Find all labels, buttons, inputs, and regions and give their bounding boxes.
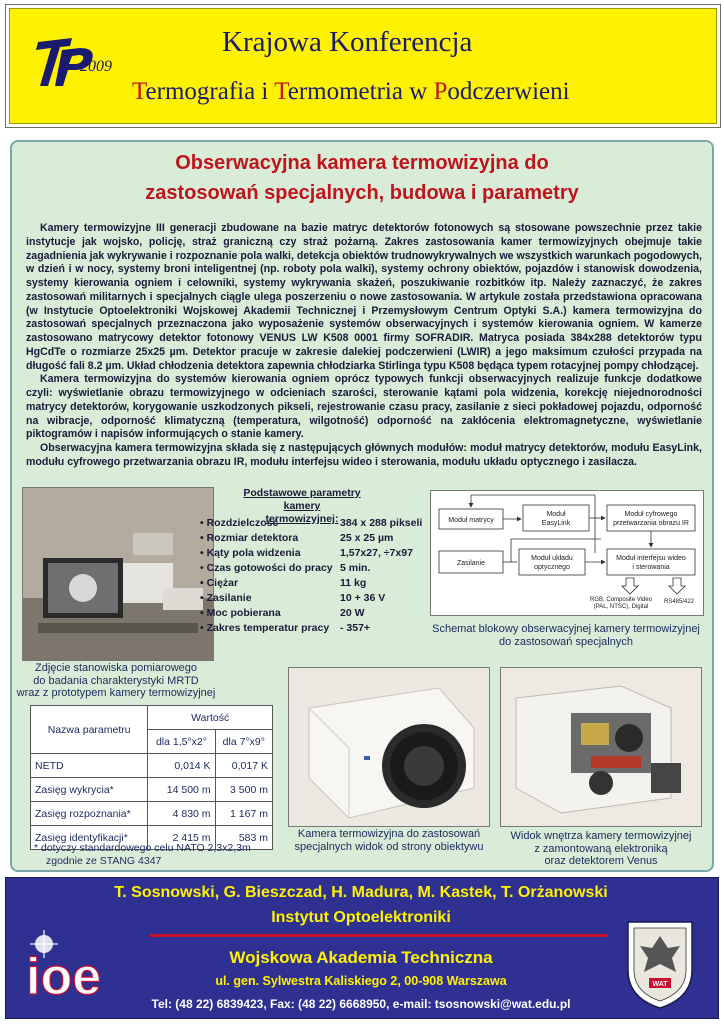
logo-year: 2009 — [80, 58, 112, 75]
diagram-label-optics-1: Moduł układu — [531, 555, 573, 562]
authors: T. Sosnowski, G. Bieszczad, H. Madura, M. Kastek, T. Orżanowski — [114, 884, 608, 901]
diagram-label-interface-1: Moduł interfejsu wideo — [616, 555, 686, 562]
abstract-paragraph-3: Obserwacyjna kamera termowizyjna składa się z następujących głównych modułów: moduł matrycy detektorów, modułu EasyLink, modułu cyfrowego przetwarzania obrazu IR, modułu interfejsu wideo i sterowania, modułu układu optycznego i zasilacza. — [26, 442, 702, 468]
diagram-caption-line-2: do zastosowań specjalnych — [499, 636, 633, 648]
subtitle-part-2: ermometria w — [287, 78, 434, 105]
param-label: • Zakres temperatur pracy — [200, 622, 330, 634]
photo3-caption-line-2: z zamontowaną elektroniką — [534, 842, 668, 855]
table-cell-v2: 3 500 m — [215, 778, 272, 802]
param-row — [200, 562, 430, 576]
conference-title: Krajowa Konferencja — [222, 26, 473, 58]
conference-subtitle — [132, 78, 570, 106]
param-value: - 357+ — [340, 622, 371, 634]
photo2-caption-line-2: specjalnych widok od strony obiektywu — [294, 840, 484, 853]
block-diagram — [430, 490, 704, 616]
ioe-logo-text: ioe — [26, 948, 102, 1006]
param-row — [200, 532, 430, 546]
parameters-title-line-2: termowizyjnej: — [265, 513, 339, 525]
diagram-box-processing — [607, 505, 695, 531]
param-value: 10 + 36 V — [340, 592, 386, 604]
table-header-col2: dla 7°x9° — [215, 730, 272, 754]
ioe-logo — [18, 922, 138, 1007]
param-label: • Rozmiar detektora — [200, 532, 299, 544]
table-row — [31, 802, 273, 826]
table-cell-v1: 2 415 m — [148, 826, 215, 850]
param-row — [200, 547, 430, 561]
param-label: • Czas gotowości do pracy — [200, 562, 333, 574]
title-line-1: Obserwacyjna kamera termowizyjna do — [175, 152, 549, 174]
subtitle-part-1: ermografia i — [145, 78, 275, 105]
param-row — [200, 592, 430, 606]
footer-divider — [150, 934, 608, 937]
photo2-caption — [286, 828, 492, 853]
table-row — [31, 778, 273, 802]
diagram-label-easylink-2: EasyLink — [541, 520, 571, 527]
param-label: • Moc pobierana — [200, 607, 281, 619]
university-name: Wojskowa Akademia Techniczna — [229, 948, 493, 967]
diagram-label-matrix: Moduł matrycy — [448, 517, 494, 524]
title-line-2: zastosowań specjalnych, budowa i parametry — [145, 182, 579, 204]
subtitle-cap-t2: T — [274, 78, 288, 105]
abstract-paragraph-2: Kamera termowizyjna do systemów kierowania ogniem oprócz typowych funkcji obserwacyjnych realizuje funkcje dodatkowe czyli: wyświetlanie obrazu termowizyjnego w odcieniach szarości, sterowanie kątami pola widzenia, korekcję niejednorodności matrycy detektorów, korygowanie uszkodzonych pikseli, rejestrowanie czasu pracy, zasilanie z sieci pokładowej pojazdu, odporność na wibracje, odporność klimatyczną (temperatura, wilgotność) odporność na zakłócenia elektromagnetyczne, wyświetlanie piktogramów i napisów informujących o stanie kamery. — [26, 373, 702, 441]
table-cell-v1: 14 500 m — [148, 778, 215, 802]
diagram-label-processing-1: Moduł cyfrowego — [624, 511, 678, 518]
table-cell-v1: 0,014 K — [148, 754, 215, 778]
diagram-label-processing-2: przetwarzania obrazu IR — [613, 520, 689, 527]
subtitle-cap-t1: T — [132, 78, 146, 105]
param-value: 5 min. — [340, 562, 371, 574]
diagram-label-interface-2: i sterowania — [632, 564, 670, 571]
table-footnote — [34, 842, 274, 867]
photo2-caption-line-1: Kamera termowizyjna do zastosowań — [297, 828, 481, 840]
table-cell-v1: 4 830 m — [148, 802, 215, 826]
param-row — [200, 607, 430, 621]
poster-title — [20, 148, 704, 208]
table-header-value: Wartość — [148, 706, 273, 730]
contact-info: Tel: (48 22) 6839423, Fax: (48 22) 6668950, e-mail: tsosnowski@wat.edu.pl — [151, 997, 571, 1011]
wat-logo-text: WAT — [652, 981, 668, 988]
diagram-box-interface — [607, 549, 695, 575]
photo1-caption-line-2: do badania charakterystyki MRTD — [33, 674, 199, 687]
address: ul. gen. Sylwestra Kaliskiego 2, 00-908 Warszawa — [215, 974, 507, 988]
parameters-title-line-1: Podstawowe parametry kamery — [243, 487, 361, 512]
param-label: • Ciężar — [200, 577, 239, 589]
diagram-box-easylink — [523, 505, 589, 531]
photo3-caption — [498, 830, 704, 868]
param-label: • Rozdzielczość — [200, 517, 279, 529]
subtitle-part-3: odczerwieni — [447, 78, 570, 105]
table-cell-v2: 583 m — [215, 826, 272, 850]
abstract-text — [26, 222, 702, 470]
photo3-caption-line-1: Widok wnętrza kamery termowizyjnej — [510, 830, 692, 842]
table-footnote-line-2: zgodnie ze STANG 4347 — [46, 854, 162, 867]
diagram-caption-line-1: Schemat blokowy obserwacyjnej kamery termowizyjnej — [432, 623, 700, 635]
institute-name: Instytut Optoelektroniki — [271, 909, 451, 926]
table-header-col1: dla 1,5°x2° — [148, 730, 215, 754]
camera-front-photo — [288, 667, 490, 827]
camera-interior-photo — [500, 667, 702, 827]
param-value: 20 W — [340, 607, 365, 619]
diagram-box-optics — [519, 549, 585, 575]
photo1-caption-line-3: wraz z prototypem kamery termowizyjnej — [16, 687, 216, 699]
abstract-paragraph-1: Kamery termowizyjne III generacji zbudowane na bazie matryc detektorów fotonowych są stosowane powszechnie przez takie instytucje jak wojsko, policję, straż graniczną czy straż pożarną. Zakres zastosowania kamer termowizyjnych obejmuje takie zagadnienia jak wykrywanie i rozpoznanie pola walki, detekcja obiektów trudnowykrywalnych we wszystkich warunkach pogodowych, w dzień i w nocy, systemy broni inteligentnej (np. roboty pola walki), systemy ochrony obiektów, pojazdów i stanowisk dowodzenia, systemy kierowania ogniem i celowniki, systemy wykrywania skażeń, poszukiwanie rozbitków itp. Należy zaznaczyć, że zakres zastosowań militarnych i specjalnych ciągle ulega poszerzeniu o nowe zastosowania. W artykule została przedstawiona opracowana (w Instytucie Optoelektroniki Wojskowej Akademii Technicznej i Przemysłowym Centrum Optyki S.A.) kamera termowizyjna do zastosowań specjalnych przeznaczona jako wyposażenie systemów obserwacyjnych i systemów kierowania ogniem. W kamerze zastosowano matrycowy detektor fotonowy VENUS LW K508 0001 firmy SOFRADIR. Matryca posiada 384x288 detektorów typu HgCdTe o rozmiarze 25x25 µm. Detektor pracuje w zakresie dalekiej podczerwieni (LWIR) a jego maksimum czułości przypada na długość fali 8.2 µm. Układ chłodzenia detektora zapewnia chłodziarka Stirlinga typu K508 będąca typem rotacyjnej pompy chłodzącej. — [26, 222, 702, 372]
wat-logo — [624, 918, 696, 1010]
table-footnote-line-1: * dotyczy standardowego celu NATO 2,3x2,3m — [34, 842, 251, 854]
diagram-caption — [425, 623, 707, 649]
table-cell-v2: 1 167 m — [215, 802, 272, 826]
table-cell-name: Zasięg wykrycia* — [31, 778, 148, 802]
param-value: 25 x 25 µm — [340, 532, 394, 544]
conference-header — [5, 4, 721, 128]
table-cell-v2: 0,017 K — [215, 754, 272, 778]
diagram-label-optics-2: optycznego — [534, 564, 570, 571]
photo1-caption-line-1: Zdjęcie stanowiska pomiarowego — [34, 662, 198, 674]
photo3-caption-line-3: oraz detektorem Venus — [544, 855, 658, 867]
param-label: • Zasilanie — [200, 592, 252, 604]
param-label: • Kąty pola widzenia — [200, 547, 301, 559]
param-row — [200, 622, 430, 636]
diagram-label-power: Zasilanie — [456, 560, 486, 567]
diagram-output-video-1: RGB, Composite Video — [590, 597, 652, 603]
param-row — [200, 577, 430, 591]
table-cell-name: Zasięg rozpoznania* — [31, 802, 148, 826]
param-value: 1,57x27, ÷7x97 — [340, 547, 413, 559]
diagram-output-video-2: (PAL, NTSC), Digital — [593, 604, 649, 610]
table-row — [31, 754, 273, 778]
table-header-name: Nazwa parametru — [31, 706, 148, 754]
photo1-caption — [16, 662, 216, 700]
measurement-stand-photo — [22, 487, 214, 661]
param-row — [200, 517, 430, 531]
param-value: 384 x 288 pikseli — [340, 517, 423, 529]
diagram-label-easylink-1: Moduł — [546, 511, 566, 518]
subtitle-cap-p: P — [433, 78, 448, 105]
diagram-output-serial: RS485/422 — [663, 599, 695, 605]
param-value: 11 kg — [340, 577, 367, 589]
table-cell-name: NETD — [31, 754, 148, 778]
range-parameters-table — [30, 705, 273, 850]
table-cell-name: Zasięg identyfikacji* — [31, 826, 148, 850]
table-header-row — [31, 706, 273, 730]
